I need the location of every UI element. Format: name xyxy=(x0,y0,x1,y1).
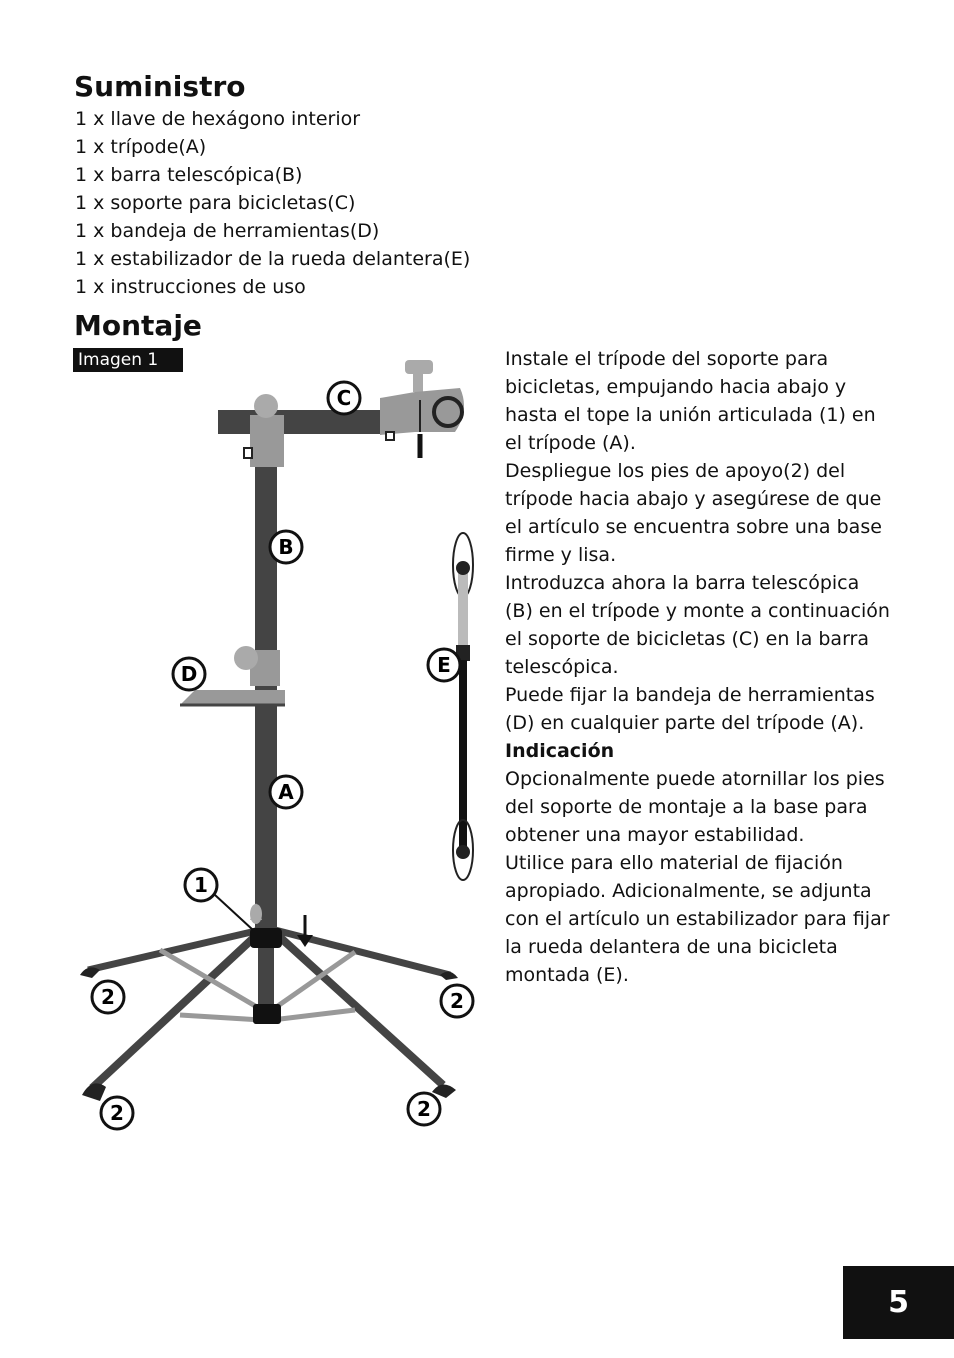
list-item: 1 x estabilizador de la rueda delantera(E) xyxy=(75,248,471,270)
svg-text:2: 2 xyxy=(450,989,464,1013)
section-title-montaje: Montaje xyxy=(74,309,202,342)
label-e xyxy=(428,649,460,681)
list-item: 1 x soporte para bicicletas(C) xyxy=(75,192,356,214)
label-2 xyxy=(92,981,124,1013)
label-1 xyxy=(185,869,217,901)
label-a xyxy=(270,776,302,808)
list-item: 1 x llave de hexágono interior xyxy=(75,108,361,130)
paragraph: Utilice para ello material de fijación apropiado. Adicionalmente, se adjunta con el artículo un estabilizador para fijar la rueda delantera de una bicicleta montada (E). xyxy=(505,852,890,986)
paragraph: Opcionalmente puede atornillar los pies del soporte de montaje a la base para obtener una mayor estabilidad. xyxy=(505,768,885,846)
svg-text:A: A xyxy=(278,780,294,804)
svg-text:2: 2 xyxy=(110,1101,124,1125)
svg-text:2: 2 xyxy=(101,985,115,1009)
bike-holder-arm xyxy=(218,410,383,434)
list-item: 1 x instrucciones de uso xyxy=(75,276,306,298)
image-caption: Imagen 1 xyxy=(73,348,183,372)
label-2 xyxy=(441,985,473,1017)
list-item: 1 x barra telescópica(B) xyxy=(75,164,303,186)
bike-stand-illustration xyxy=(0,340,500,1140)
svg-text:D: D xyxy=(180,662,198,686)
paragraph: Puede fijar la bandeja de herramientas (D) en cualquier parte del trípode (A). xyxy=(505,684,875,734)
svg-text:B: B xyxy=(278,535,294,559)
supply-list xyxy=(75,105,470,301)
note-title: Indicación xyxy=(505,740,615,762)
paragraph: Despliegue los pies de apoyo(2) del trípode hacia abajo y asegúrese de que el artículo se encuentra sobre una base firme y lisa. xyxy=(505,460,882,566)
svg-text:E: E xyxy=(437,653,451,677)
label-b xyxy=(270,531,302,563)
label-d xyxy=(173,658,205,690)
list-item: 1 x trípode(A) xyxy=(75,136,207,158)
knob-icon xyxy=(254,394,278,418)
assembly-instructions xyxy=(505,345,890,989)
label-c xyxy=(328,382,360,414)
svg-text:1: 1 xyxy=(194,873,208,897)
label-2 xyxy=(101,1097,133,1129)
wheel-stabilizer xyxy=(453,533,473,880)
svg-text:2: 2 xyxy=(417,1097,431,1121)
paragraph: Instale el trípode del soporte para bicicletas, empujando hacia abajo y hasta el tope la unión articulada (1) en el trípode (A). xyxy=(505,348,876,454)
clamp-icon xyxy=(380,360,464,458)
svg-text:C: C xyxy=(336,386,352,410)
page-number: 5 xyxy=(843,1266,954,1339)
section-title-suministro: Suministro xyxy=(74,70,246,103)
list-item: 1 x bandeja de herramientas(D) xyxy=(75,220,380,242)
paragraph: Introduzca ahora la barra telescópica (B) en el trípode y monte a continuación el soporte de bicicletas (C) en la barra telescópica. xyxy=(505,572,890,678)
label-2 xyxy=(408,1093,440,1125)
